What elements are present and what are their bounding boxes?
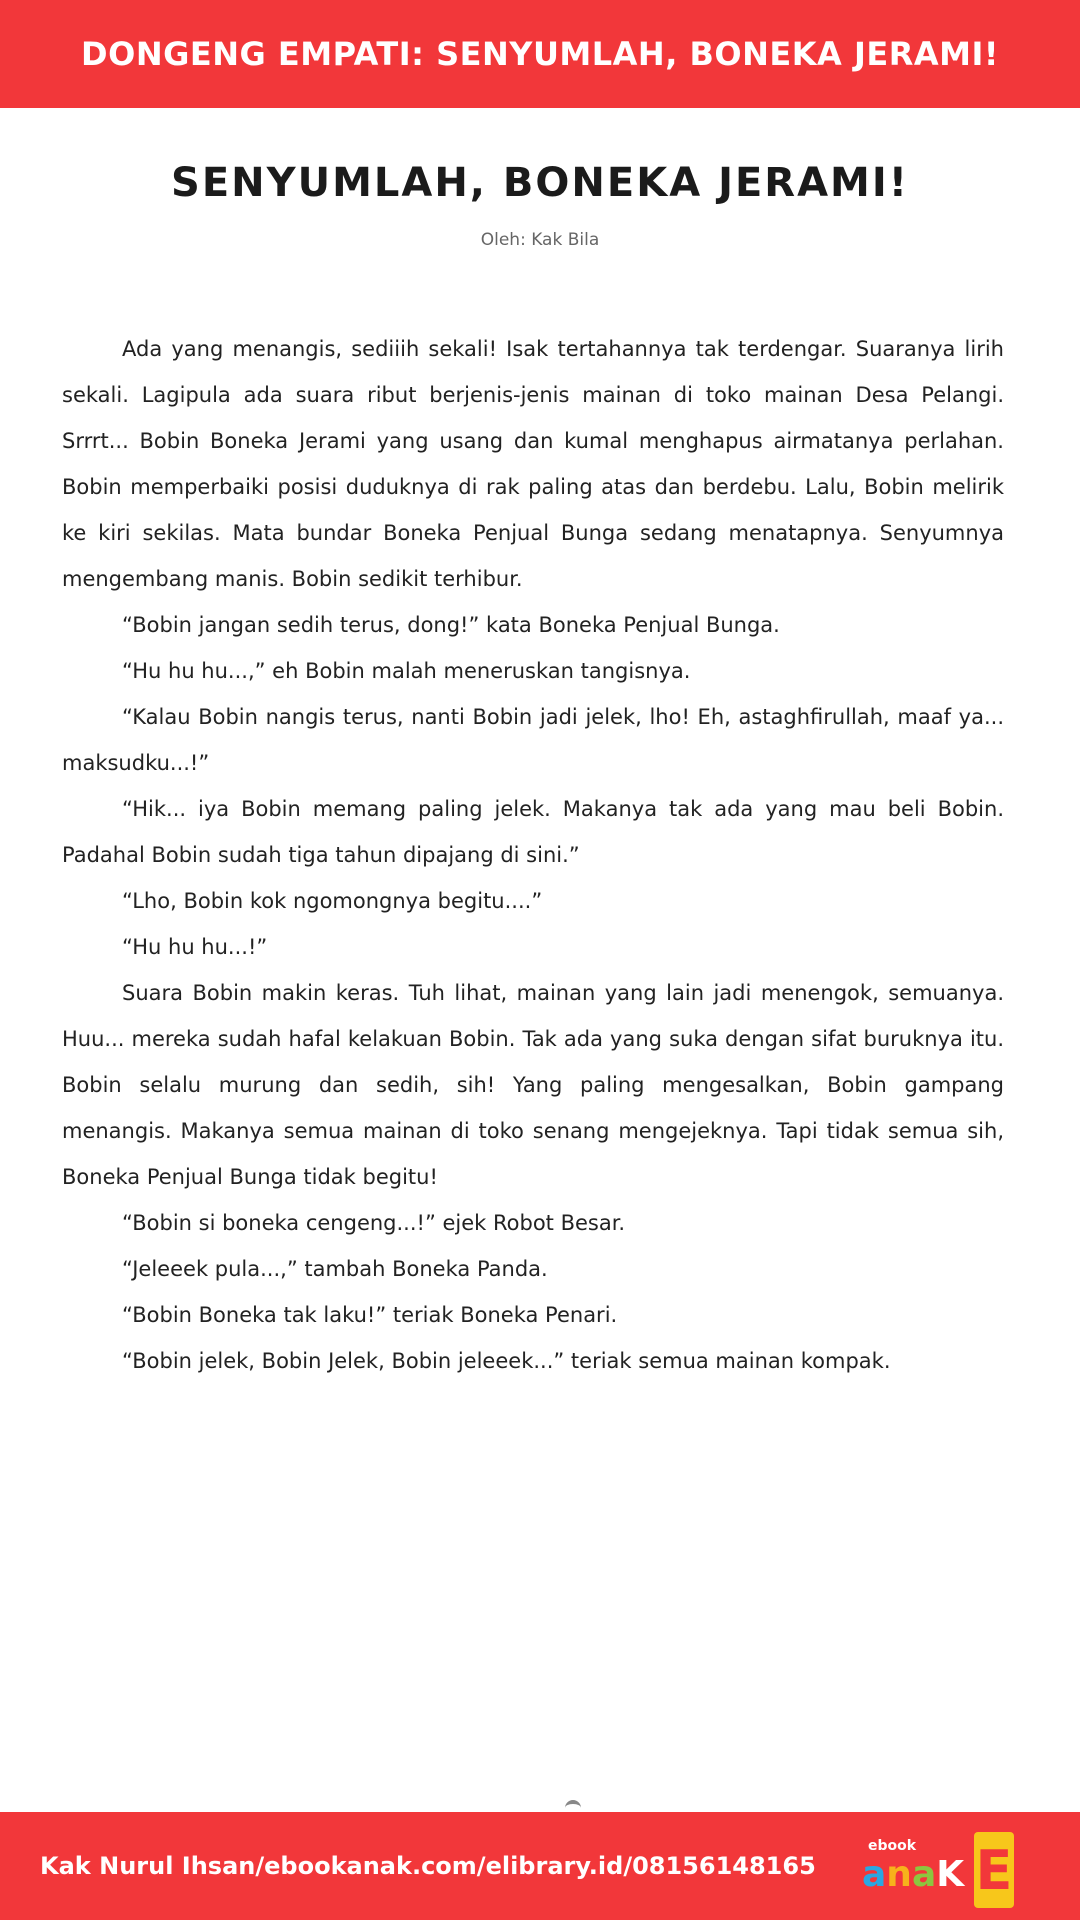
logo-letter: a [862, 1854, 887, 1895]
story-paragraph: “Jeleeek pula...,” tambah Boneka Panda. [122, 1257, 548, 1281]
page-number-mark [565, 1800, 581, 1812]
story-paragraph: Ada yang menangis, sediiih sekali! Isak tertahannya tak terdengar. Suaranya lirih sekali. Lagipula ada suara ribut berjenis-jenis mainan di toko mainan Desa Pelangi. Srrrt... Bobin Boneka Jerami yang usang dan kumal menghapus airmatanya perlahan. Bobin memperbaiki posisi duduknya di rak paling atas dan berdebu. Lalu, Bobin melirik ke kiri sekilas. Mata bundar Boneka Penjual Bunga sedang menatapnya. Senyumnya mengembang manis. Bobin sedikit terhibur. [62, 337, 1004, 591]
story-paragraph: “Bobin si boneka cengeng...!” ejek Robot Besar. [122, 1211, 626, 1235]
story-paragraph: “Kalau Bobin nangis terus, nanti Bobin jadi jelek, lho! Eh, astaghfirullah, maaf ya... maksudku...!” [62, 705, 1004, 775]
story-page [0, 108, 1080, 1812]
story-title: SENYUMLAH, BONEKA JERAMI! [171, 160, 909, 206]
story-paragraph: “Lho, Bobin kok ngomongnya begitu....” [122, 889, 543, 913]
story-paragraph: “Bobin jelek, Bobin Jelek, Bobin jeleeek...” teriak semua mainan kompak. [122, 1349, 891, 1373]
logo-small-text: ebook [868, 1838, 917, 1854]
story-paragraph: “Bobin Boneka tak laku!” teriak Boneka Penari. [122, 1303, 618, 1327]
top-banner [0, 0, 1080, 108]
banner-title: DONGENG EMPATI: SENYUMLAH, BONEKA JERAMI! [81, 35, 999, 73]
ebookanak-logo [862, 1832, 1012, 1908]
story-paragraph: “Bobin jangan sedih terus, dong!” kata Boneka Penjual Bunga. [122, 613, 780, 637]
logo-letter: n [886, 1854, 912, 1895]
elibrary-logo: E [974, 1832, 1014, 1908]
story-paragraph: “Hu hu hu...,” eh Bobin malah meneruskan tangisnya. [122, 659, 691, 683]
logo-letter: a [911, 1854, 937, 1895]
story-paragraph: Suara Bobin makin keras. Tuh lihat, mainan yang lain jadi menengok, semuanya. Huu... mereka sudah hafal kelakuan Bobin. Tak ada yang suka dengan sifat buruknya itu. Bobin selalu murung dan sedih, sih! Yang paling mengesalkan, Bobin gampang menangis. Makanya semua mainan di toko senang mengejeknya. Tapi tidak semua sih, Boneka Penjual Bunga tidak begitu! [62, 981, 1004, 1189]
logo-letter: K [936, 1854, 965, 1895]
bottom-banner [0, 1812, 1080, 1920]
footer-credit: Kak Nurul Ihsan/ebookanak.com/elibrary.id/08156148165 [40, 1852, 816, 1880]
story-body [62, 326, 1004, 1384]
story-paragraph: “Hik... iya Bobin memang paling jelek. Makanya tak ada yang mau beli Bobin. Padahal Bobin sudah tiga tahun dipajang di sini.” [62, 797, 1004, 867]
logo-text [862, 1854, 964, 1895]
story-paragraph: “Hu hu hu...!” [122, 935, 268, 959]
story-author: Oleh: Kak Bila [480, 230, 600, 250]
